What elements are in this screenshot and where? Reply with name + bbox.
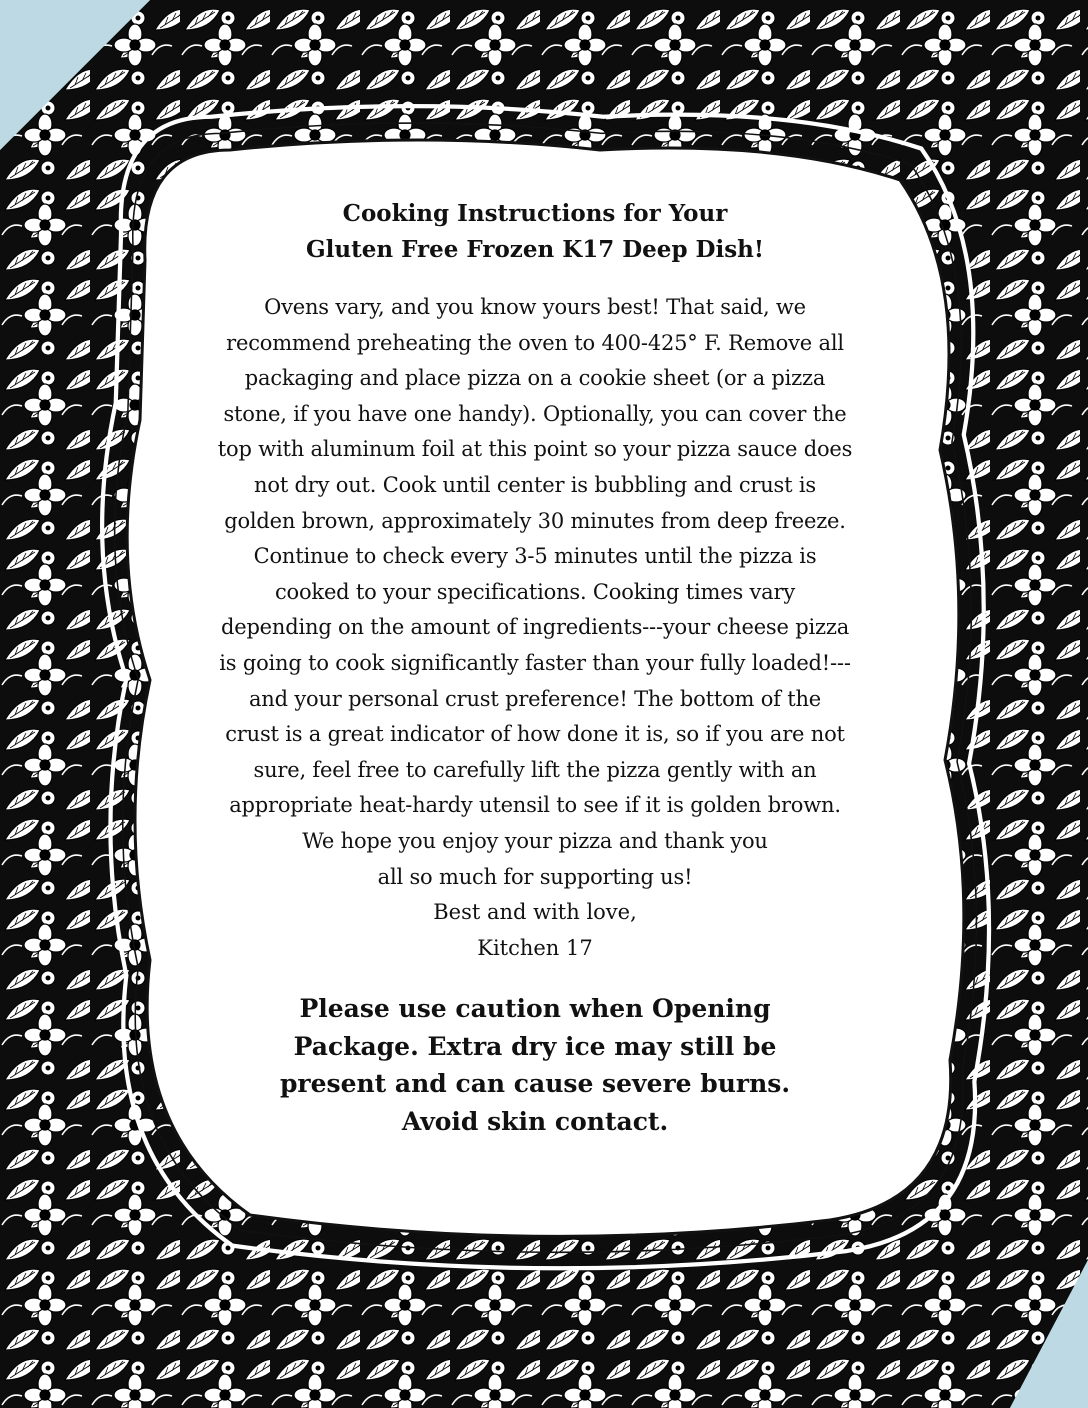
body-line: is going to cook significantly faster than your fully loaded!--- [219, 650, 851, 675]
body-line: Ovens vary, and you know yours best! That said, we [264, 295, 806, 319]
closing-line: Best and with love, [433, 900, 637, 925]
body-line: sure, feel free to carefully lift the pizza gently with an [253, 757, 817, 782]
warning-line: Avoid skin contact. [401, 1106, 669, 1136]
body-line: packaging and place pizza on a cookie sheet (or a pizza [244, 366, 826, 391]
page-title [150, 196, 920, 268]
warning-line: present and can cause severe burns. [279, 1069, 791, 1099]
title-line-1: Cooking Instructions for Your [342, 200, 728, 227]
body-line: appropriate heat-hardy utensil to see if it is golden brown. [229, 793, 841, 818]
title-line-2: Gluten Free Frozen K17 Deep Dish! [306, 236, 764, 263]
signoff [150, 895, 920, 966]
body-line: cooked to your specifications. Cooking times vary [274, 579, 796, 604]
body-line: top with aluminum foil at this point so your pizza sauce does [217, 437, 853, 462]
dry-ice-warning [150, 990, 920, 1140]
body-line: depending on the amount of ingredients---your cheese pizza [220, 615, 850, 640]
body-line: not dry out. Cook until center is bubbling and crust is [254, 472, 816, 497]
body-line: We hope you enjoy your pizza and thank you [302, 828, 768, 853]
body-line: all so much for supporting us! [377, 864, 693, 889]
signature: Kitchen 17 [477, 935, 593, 960]
body-line: crust is a great indicator of how done it is, so if you are not [225, 722, 845, 747]
instructions-body [150, 290, 920, 895]
body-line: stone, if you have one handy). Optionally, you can cover the [223, 401, 847, 426]
body-line: Continue to check every 3-5 minutes until the pizza is [253, 544, 817, 569]
body-line: recommend preheating the oven to 400-425° F. Remove all [226, 330, 844, 355]
instructions-content [150, 196, 920, 1140]
warning-line: Please use caution when Opening [299, 994, 771, 1024]
warning-line: Package. Extra dry ice may still be [293, 1031, 777, 1061]
body-line: and your personal crust preference! The bottom of the [248, 686, 821, 711]
body-line: golden brown, approximately 30 minutes from deep freeze. [224, 508, 846, 533]
